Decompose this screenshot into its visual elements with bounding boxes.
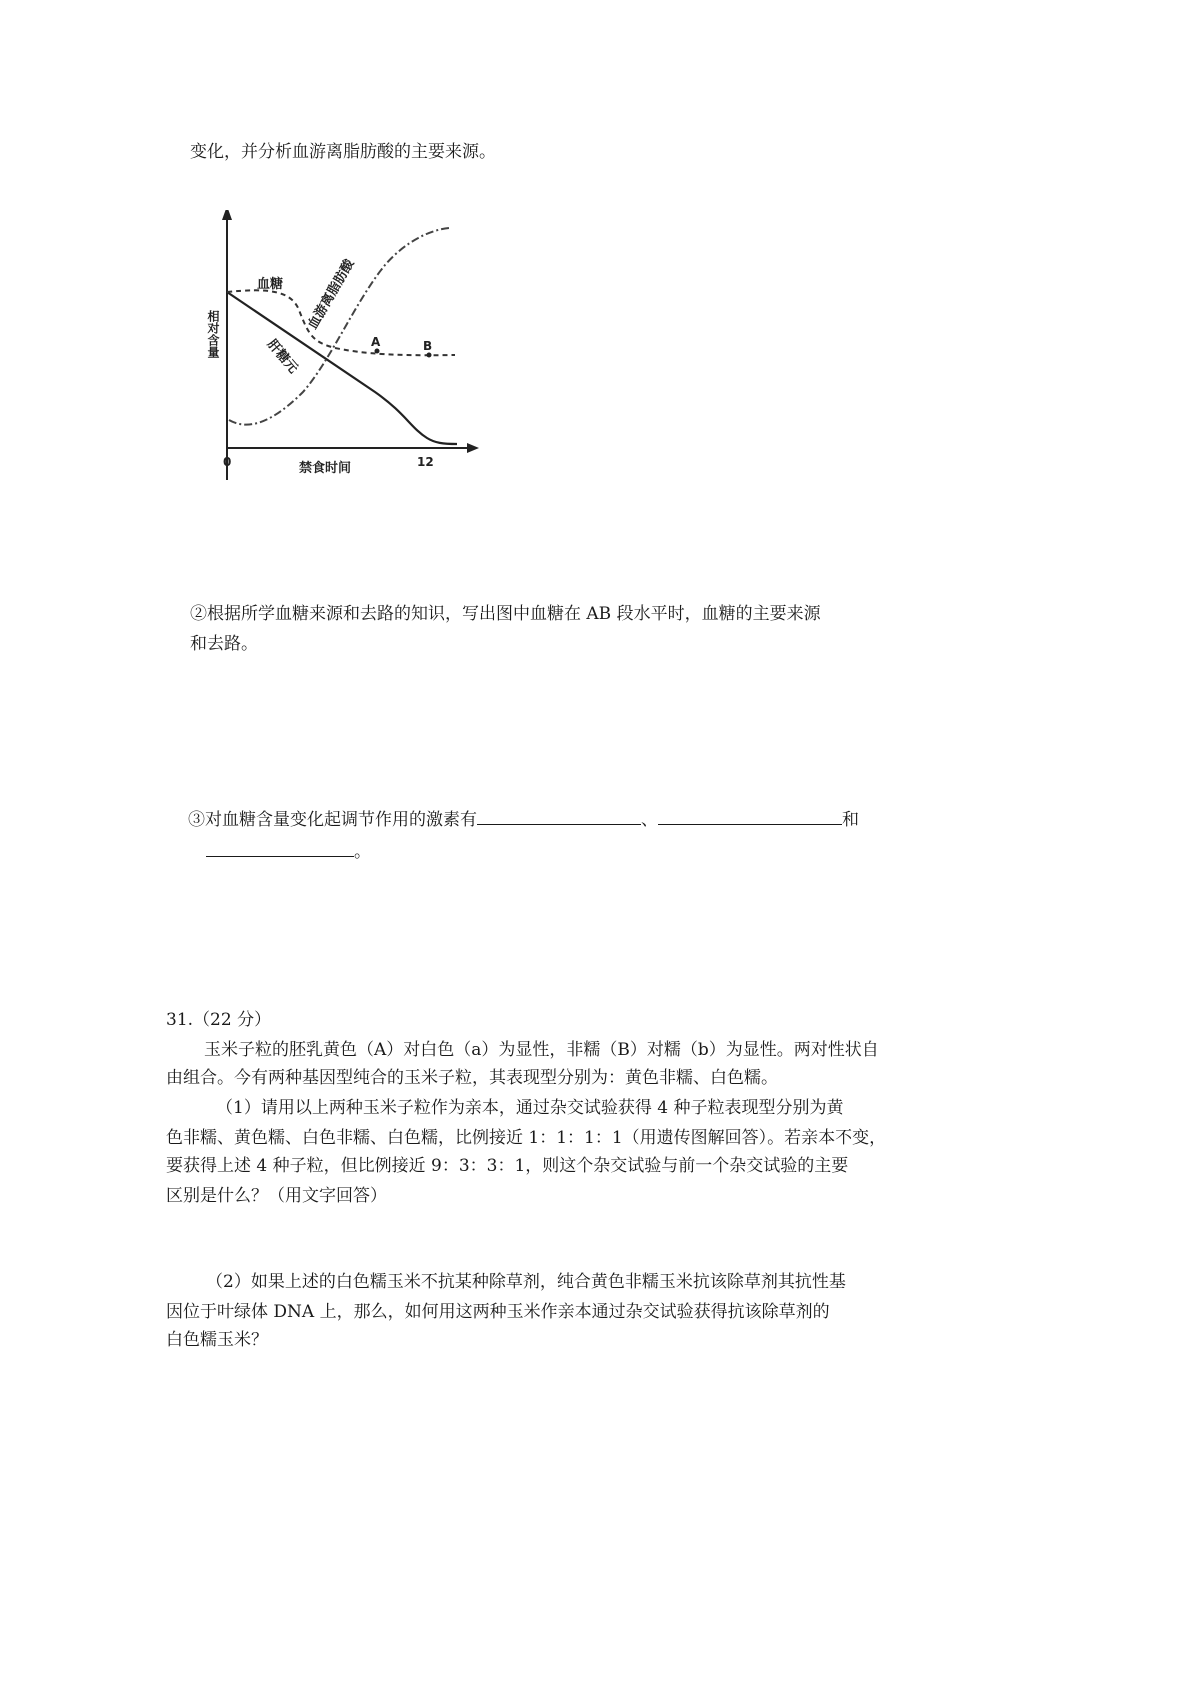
answer-blank-2[interactable]: [658, 806, 842, 825]
point-a-label: A: [371, 335, 381, 349]
y-axis-arrow: [222, 210, 232, 220]
y-axis-label: 相对含量: [206, 310, 220, 358]
answer-blank-1[interactable]: [477, 806, 641, 825]
q2-line2: 和去路。: [190, 634, 258, 654]
fatty-acid-curve: [229, 228, 449, 425]
q3-line1: [188, 806, 859, 832]
x-axis-arrow: [467, 443, 479, 453]
q31-heading: 31.（22 分）: [166, 1010, 272, 1030]
q31-s1-line2: 色非糯、黄色糯、白色非糯、白色糯，比例接近 1：1：1：1（用遗传图解回答）。若亲本不变，: [166, 1128, 887, 1148]
q31-s2-line2: 因位于叶绿体 DNA 上，那么，如何用这两种玉米作亲本通过杂交试验获得抗该除草剂的: [166, 1302, 830, 1322]
q3-line2: [206, 838, 371, 864]
q3-and: 和: [842, 810, 859, 830]
answer-blank-3[interactable]: [206, 838, 354, 857]
q3-separator: 、: [641, 810, 658, 830]
q31-s2-line3: 白色糯玉米？: [166, 1330, 268, 1350]
glycogen-label: 肝糖元: [263, 336, 301, 377]
q3-prompt: ③对血糖含量变化起调节作用的激素有: [188, 810, 477, 830]
x-axis-label: 禁食时间: [299, 461, 352, 476]
point-a-marker: [375, 349, 380, 354]
point-b-label: B: [423, 339, 433, 353]
fatty-acid-label: 血游离脂肪酸: [305, 256, 358, 332]
q31-p1-line2: 由组合。今有两种基因型纯合的玉米子粒，其表现型分别为：黄色非糯、白色糯。: [166, 1068, 778, 1088]
q31-p1-line1: 玉米子粒的胚乳黄色（A）对白色（a）为显性，非糯（B）对糯（b）为显性。两对性状自: [204, 1040, 879, 1060]
x-tick-start: 0: [223, 455, 232, 469]
q31-s2-line1: （2）如果上述的白色糯玉米不抗某种除草剂，纯合黄色非糯玉米抗该除草剂其抗性基: [206, 1272, 846, 1292]
blood-sugar-label: 血糖: [257, 277, 284, 292]
q2-line1: ②根据所学血糖来源和去路的知识，写出图中血糖在 AB 段水平时，血糖的主要来源: [190, 604, 821, 624]
x-tick-end: 12: [417, 455, 434, 469]
blood-sugar-curve: [227, 290, 455, 355]
intro-text: 变化，并分析血游离脂肪酸的主要来源。: [190, 142, 496, 162]
q31-s1-line1: （1）请用以上两种玉米子粒作为亲本，通过杂交试验获得 4 种子粒表现型分别为黄: [216, 1098, 844, 1118]
fasting-metabolism-figure: [205, 210, 535, 530]
point-b-marker: [427, 353, 432, 358]
q3-end: 。: [354, 842, 371, 862]
q31-s1-line4: 区别是什么？（用文字回答）: [166, 1186, 387, 1206]
q31-s1-line3: 要获得上述 4 种子粒，但比例接近 9：3：3：1，则这个杂交试验与前一个杂交试验的主要: [166, 1156, 849, 1176]
